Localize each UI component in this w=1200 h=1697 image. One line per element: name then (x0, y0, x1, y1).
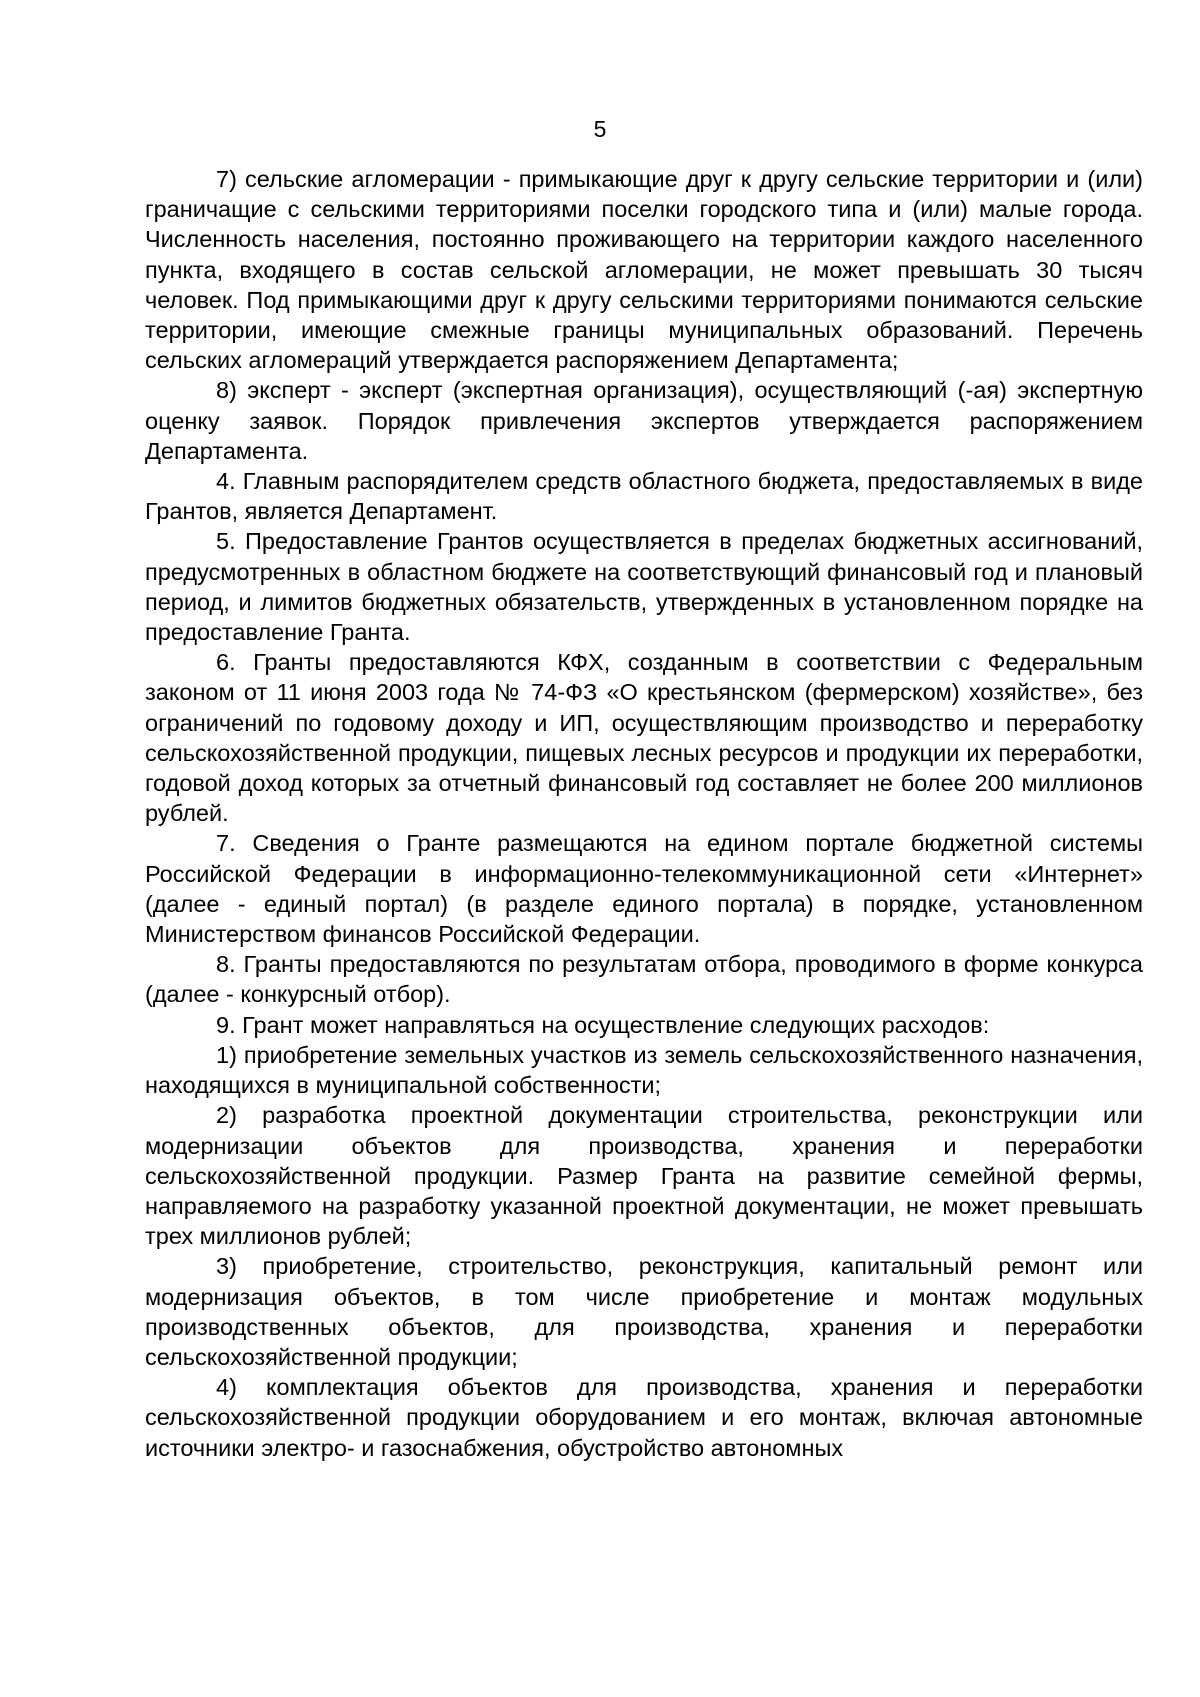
paragraph-clause-9: 9. Грант может направляться на осуществление следующих расходов: (216, 1011, 990, 1038)
paragraph-clause-4: 4. Главным распорядителем средств областного бюджета, предоставляемых в виде Грантов, является Департамент. (145, 468, 1143, 525)
paragraph-expense-1: 1) приобретение земельных участков из земель сельскохозяйственного назначения, находящихся в муниципальной собственности; (145, 1041, 1143, 1099)
document-body (145, 164, 1143, 1463)
paragraph-expense-3: 3) приобретение, строительство, реконструкция, капитальный ремонт или модернизация объектов, в том числе приобретение и монтаж модульных производственных объектов, для производства, хранения и переработки сельскохозяйственной продукции; (145, 1253, 1143, 1370)
paragraph-definition-7-rural-agglomerations: 7) сельские агломерации - примыкающие друг к другу сельские территории и (или) граничащие с сельскими территориями поселки городского типа и (или) малые города. Численность населения, постоянно проживающего на территории каждого населенного пункта, входящего в состав сельской агломерации, не может превышать 30 тысяч человек. Под примыкающими друг к другу сельскими территориями понимаются сельские территории, имеющие смежные границы муниципальных образований. Перечень сельских агломераций утверждается распоряжением Департамента; (145, 166, 1143, 374)
paragraph-clause-8: 8. Гранты предоставляются по результатам отбора, проводимого в форме конкурса (далее - конкурсный отбор). (145, 951, 1143, 1008)
paragraph-definition-8-expert: 8) эксперт - эксперт (экспертная организация), осуществляющий (-ая) экспертную оценку заявок. Порядок привлечения экспертов утверждается распоряжением Департамента. (145, 377, 1143, 464)
paragraph-clause-5: 5. Предоставление Грантов осуществляется в пределах бюджетных ассигнований, предусмотренных в областном бюджете на соответствующий финансовый год и плановый период, и лимитов бюджетных обязательств, утвержденных в установленном порядке на предоставление Гранта. (145, 528, 1143, 646)
paragraph-expense-4: 4) комплектация объектов для производства, хранения и переработки сельскохозяйственной продукции оборудованием и его монтаж, включая автономные источники электро- и газоснабжения, обустройство автономных (145, 1374, 1143, 1461)
paragraph-expense-2: 2) разработка проектной документации строительства, реконструкции или модернизации объектов для производства, хранения и переработки сельскохозяйственной продукции. Размер Гранта на развитие семейной фермы, направляемого на разработку указанной проектной документации, не может превышать трех миллионов рублей; (145, 1102, 1143, 1250)
paragraph-clause-7: 7. Сведения о Гранте размещаются на едином портале бюджетной системы Российской Федерации в информационно-телекоммуникационной сети «Интернет» (далее - единый портал) (в разделе единого портала) в порядке, установленном Министерством финансов Российской Федерации. (145, 830, 1143, 948)
page-number: 5 (593, 116, 607, 142)
paragraph-clause-6: 6. Гранты предоставляются КФХ, созданным в соответствии с Федеральным законом от 11 июня 2003 года № 74-ФЗ «О крестьянском (фермерском) хозяйстве», без ограничений по годовому доходу и ИП, осуществляющим производство и переработку сельскохозяйственной продукции, пищевых лесных ресурсов и продукции их переработки, годовой доход которых за отчетный финансовый год составляет не более 200 миллионов рублей. (145, 649, 1143, 827)
